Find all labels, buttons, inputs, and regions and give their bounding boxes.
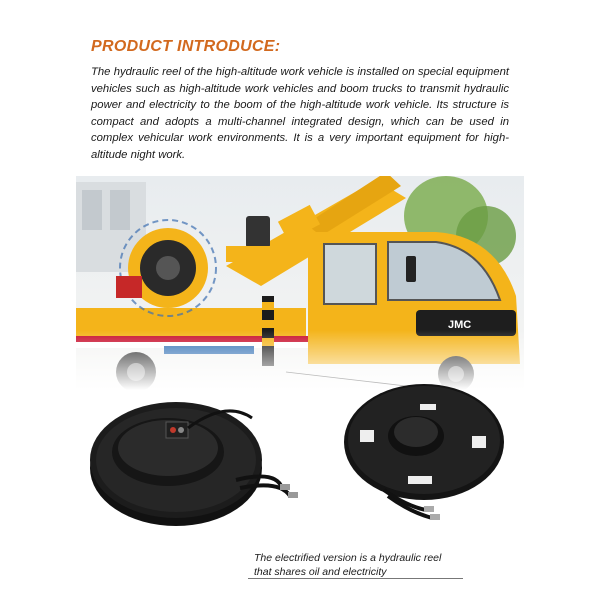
reel-electrified-side-view bbox=[90, 402, 298, 526]
section-heading: PRODUCT INTRODUCE: bbox=[91, 38, 281, 55]
reel-product-illustration bbox=[76, 360, 524, 560]
truck-photo bbox=[76, 176, 524, 390]
caption-underline bbox=[248, 578, 463, 579]
reel-electrified-top-view bbox=[344, 384, 504, 520]
pointer-line bbox=[286, 372, 406, 386]
caption-line-2: that shares oil and electricity bbox=[254, 566, 387, 578]
caption-line-1: The electrified version is a hydraulic reel bbox=[254, 552, 442, 564]
intro-paragraph: The hydraulic reel of the high-altitude work vehicle is installed on special equipment vehicles such as high-altitude work vehicles and boom trucks to transmit hydraulic power and electricity to the boom of the high-altitude work vehicle. Its structure is compact and adopts a multi-channel integrated design, which can be used in complex vehicular work environments. It is a very important equipment for high-altitude night work. bbox=[91, 66, 509, 161]
truck-photo-illustration bbox=[76, 176, 524, 390]
reel-products bbox=[76, 360, 524, 560]
reel-caption bbox=[254, 551, 474, 579]
